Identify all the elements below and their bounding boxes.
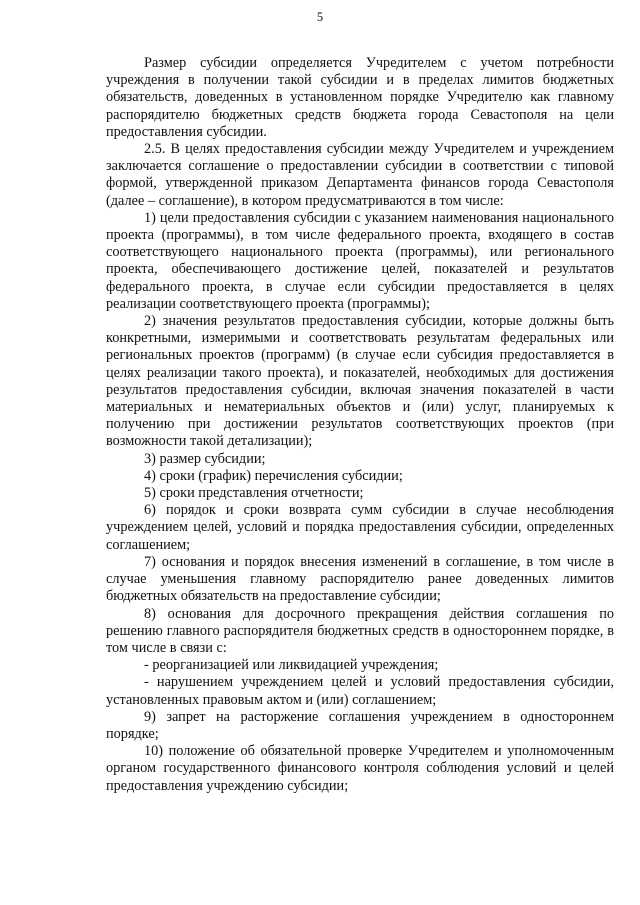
list-item-7: 7) основания и порядок внесения изменений в соглашение, в том числе в случае уменьшения главному распорядителю ранее доведенных лимитов бюджетных обязательств на предоставление субсидии;: [106, 553, 614, 605]
list-item-9: 9) запрет на расторжение соглашения учреждением в одностороннем порядке;: [106, 708, 614, 742]
list-item-5: 5) сроки представления отчетности;: [144, 485, 364, 502]
sub-item-reorganization: - реорганизацией или ликвидацией учреждения;: [144, 657, 439, 674]
paragraph-subsidy-size: Размер субсидии определяется Учредителем с учетом потребности учреждения в получении такой субсидии и в пределах лимитов бюджетных обязательств, доведенных в установленном порядке Учредителю как главному распорядителю бюджетных средств бюджета города Севастополя на цели предоставления субсидии.: [106, 55, 614, 140]
list-item-4: 4) сроки (график) перечисления субсидии;: [144, 467, 403, 484]
page-number: 5: [316, 10, 324, 24]
list-item-3: 3) размер субсидии;: [144, 450, 266, 467]
list-item-8: 8) основания для досрочного прекращения действия соглашения по решению главного распорядителя бюджетных средств в одностороннем порядке, в том числе в связи с:: [106, 605, 614, 656]
sub-item-violation: - нарушением учреждением целей и условий предоставления субсидии, установленных правовым актом и (или) соглашением;: [106, 674, 614, 708]
paragraph-2-5: 2.5. В целях предоставления субсидии между Учредителем и учреждением заключается соглашение о предоставлении субсидии в соответствии с типовой формой, утвержденной приказом Департамента финансов города Севастополя (далее – соглашение), в котором предусматриваются в том числе:: [106, 141, 614, 209]
list-item-1: 1) цели предоставления субсидии с указанием наименования национального проекта (программы), в том числе федерального проекта, входящего в состав соответствующего национального проекта (программы), или регионального проекта, обеспечивающего достижение целей, показателей и результатов федерального проекта, в случае если субсидии предоставляется в целях реализации соответствующего проекта (программы);: [106, 209, 614, 312]
document-body: [106, 55, 614, 795]
list-item-6: 6) порядок и сроки возврата сумм субсидии в случае несоблюдения учреждением целей, условий и порядка предоставления субсидии, определенных соглашением;: [106, 502, 614, 553]
list-item-2: 2) значения результатов предоставления субсидии, которые должны быть конкретными, измеримыми и соответствовать результатам федеральных или региональных проектов (программ) (в случае если субсидия предоставляется в целях реализации такого проекта), и показателей, необходимых для достижения результатов предоставления субсидии, включая значения показателей в части материальных и нематериальных объектов и (или) услуг, планируемых к получению при достижении результатов соответствующих проектов (при возможности такой детализации);: [106, 313, 614, 450]
list-item-10: 10) положение об обязательной проверке Учредителем и уполномоченным органом государственного финансового контроля соблюдения условий и целей предоставления учреждению субсидии;: [106, 743, 614, 794]
